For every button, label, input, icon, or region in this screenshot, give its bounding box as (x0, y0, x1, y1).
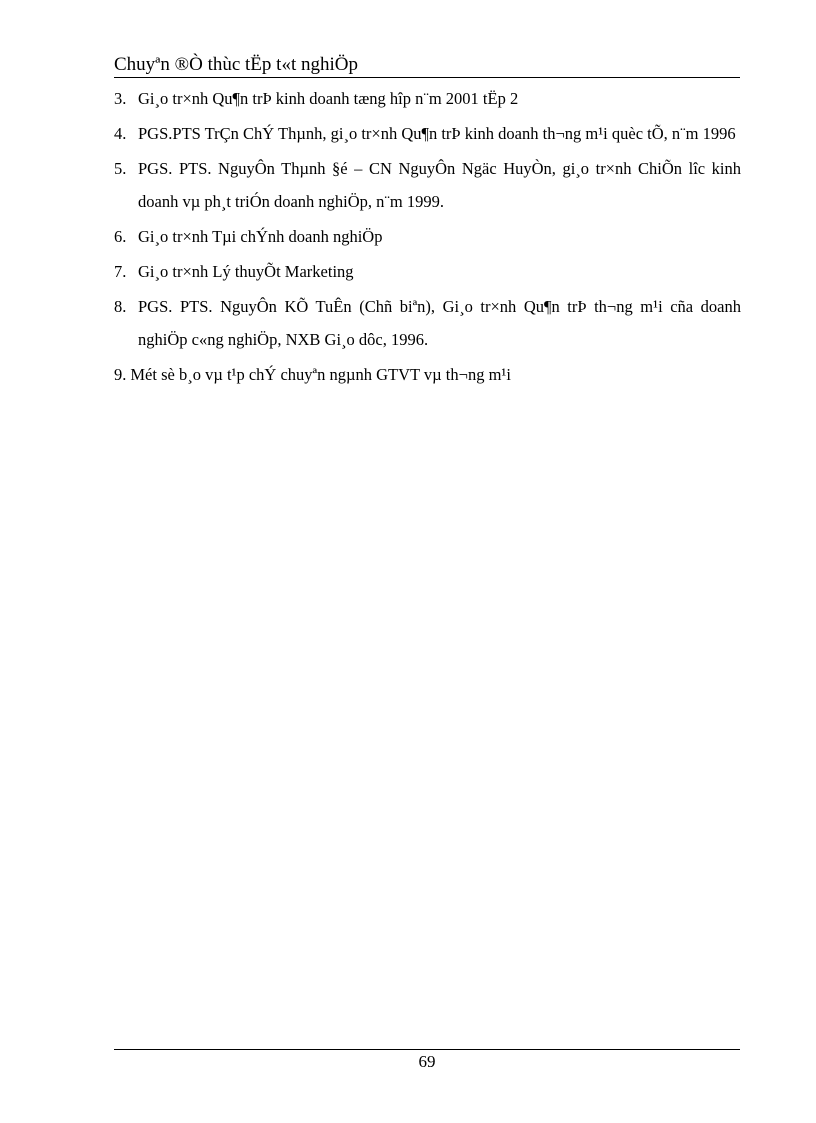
reference-number: 3. (114, 89, 127, 108)
reference-number: 7. (114, 262, 127, 281)
reference-number: 6. (114, 227, 127, 246)
reference-number: 4. (114, 124, 127, 143)
page-number: 69 (418, 1052, 436, 1071)
reference-item-5 (114, 152, 741, 218)
reference-number: 5. (114, 159, 127, 178)
reference-item-3 (114, 82, 741, 115)
footer-rule (114, 1049, 740, 1050)
reference-text: Gi¸o tr×nh Lý thuyÕt Marketing (138, 262, 354, 281)
reference-number: 9. (114, 365, 127, 384)
reference-text: PGS. PTS. NguyÔn Thµnh §é – CN NguyÔn Ngäc HuyÒn, gi¸o tr×nh ChiÕn lîc kinh doanh vµ ph¸t triÓn doanh nghiÖp, n¨m 1999. (138, 159, 741, 211)
reference-number: 8. (114, 297, 127, 316)
reference-text: Gi¸o tr×nh Qu¶n trÞ kinh doanh tæng hîp n¨m 2001 tËp 2 (138, 89, 519, 108)
reference-item-4 (114, 117, 741, 150)
reference-text: PGS.PTS TrÇn ChÝ Thµnh, gi¸o tr×nh Qu¶n trÞ kinh doanh th¬ng m¹i quèc tÕ, n¨m 1996 (138, 124, 736, 143)
reference-text: Gi¸o tr×nh Tµi chÝnh doanh nghiÖp (138, 227, 383, 246)
reference-text: PGS. PTS. NguyÔn KÕ TuÊn (Chñ biªn), Gi¸o tr×nh Qu¶n trÞ th¬ng m¹i cña doanh nghiÖp c«ng nghiÖp, NXB Gi¸o dôc, 1996. (138, 297, 741, 349)
reference-item-8 (114, 290, 741, 356)
reference-item-9 (114, 358, 741, 391)
reference-item-7 (114, 255, 741, 288)
header-rule (114, 77, 740, 78)
reference-item-6 (114, 220, 741, 253)
reference-text: Mét sè b¸o vµ t¹p chÝ chuyªn ngµnh GTVT vµ th¬ng m¹i (130, 365, 511, 384)
reference-list (114, 82, 741, 393)
running-header: Chuyªn ®Ò thùc tËp t«t nghiÖp (114, 54, 358, 75)
